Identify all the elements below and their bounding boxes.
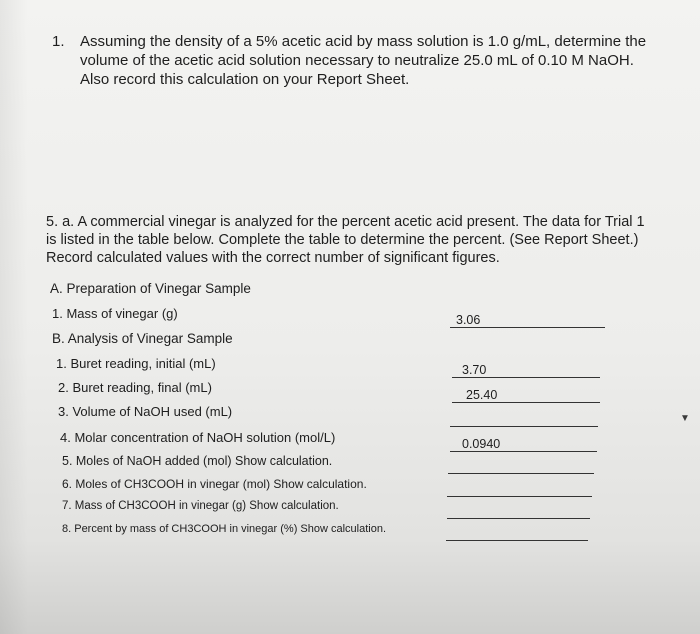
answer-line-b2: [452, 402, 600, 403]
question-5a-text: 5. a. A commercial vinegar is analyzed for the percent acetic acid present. The data for Trial 1 is listed in the table below. Complete the table to determine the percent. (See Report Sheet.) Record calculated values with the correct number of significant figures.: [46, 214, 645, 266]
row-volume-naoh-label: 3. Volume of NaOH used (mL): [58, 404, 233, 419]
section-b-heading: B. Analysis of Vinegar Sample: [52, 331, 233, 346]
page-shadow: [0, 0, 28, 634]
row-buret-final-label: 2. Buret reading, final (mL): [58, 380, 212, 395]
section-a-heading: A. Preparation of Vinegar Sample: [50, 281, 251, 296]
question-1-number: 1.: [52, 33, 65, 50]
question-1-text: Assuming the density of a 5% acetic acid by mass solution is 1.0 g/mL, determine the volume of the acetic acid solution necessary to neutralize 25.0 mL of 0.10 M NaOH. Also record this calculation on your Report Sheet.: [80, 33, 647, 88]
row-molar-concentration-label: 4. Molar concentration of NaOH solution (mol/L): [60, 430, 336, 445]
answer-line-b5: [448, 473, 594, 474]
answer-line-a1: [450, 327, 605, 328]
row-percent-ch3cooh-label: 8. Percent by mass of CH3COOH in vinegar (%) Show calculation.: [62, 523, 387, 535]
row-buret-initial-value: 3.70: [462, 363, 487, 377]
question-1: [52, 32, 652, 89]
answer-line-b3: [450, 426, 598, 427]
row-mass-of-vinegar-value: 3.06: [456, 313, 481, 327]
answer-line-b8: [446, 540, 588, 541]
answer-line-b7: [447, 518, 590, 519]
row-mass-of-vinegar-label: 1. Mass of vinegar (g): [52, 306, 178, 321]
row-molar-concentration-value: 0.0940: [462, 437, 501, 451]
answer-line-b4: [450, 451, 597, 452]
row-moles-naoh-label: 5. Moles of NaOH added (mol) Show calculation.: [62, 454, 333, 468]
row-moles-ch3cooh-label: 6. Moles of CH3COOH in vinegar (mol) Show calculation.: [62, 477, 367, 491]
row-buret-final-value: 25.40: [466, 388, 498, 402]
row-buret-initial-label: 1. Buret reading, initial (mL): [56, 356, 216, 371]
row-mass-ch3cooh-label: 7. Mass of CH3COOH in vinegar (g) Show calculation.: [62, 500, 339, 512]
answer-line-b1: [452, 377, 600, 378]
chevron-down-icon: ▼: [680, 413, 690, 424]
answer-line-b6: [447, 496, 592, 497]
